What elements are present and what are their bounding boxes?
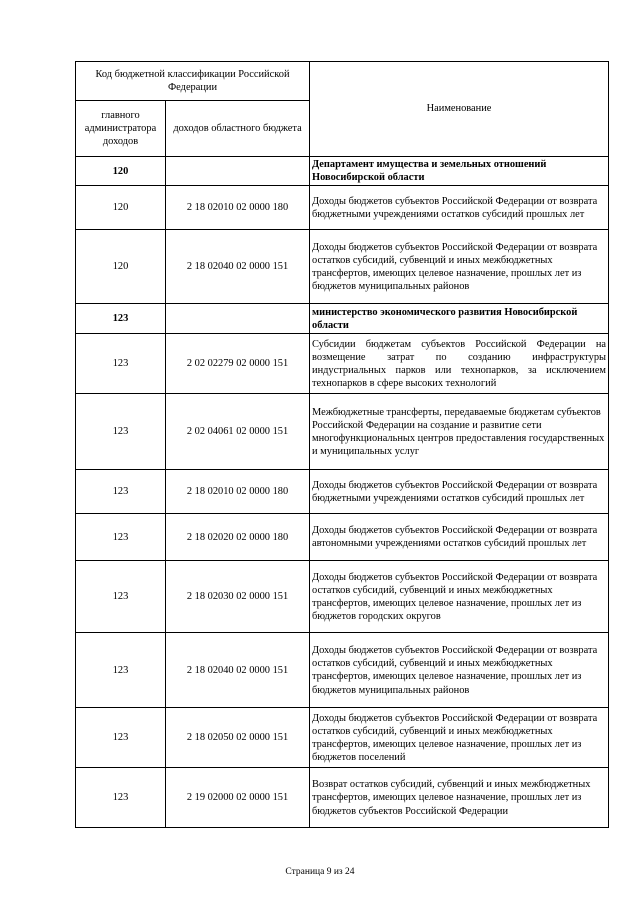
name-cell: Доходы бюджетов субъектов Российской Федерации от возврата бюджетными учреждениями остатков субсидий прошлых лет <box>310 186 609 230</box>
admin-code-cell: 120 <box>76 157 166 186</box>
name-cell: Доходы бюджетов субъектов Российской Федерации от возврата остатков субсидий, субвенций и иных межбюджетных трансфертов, имеющих целевое назначение, прошлых лет из бюджетов городских округов <box>310 561 609 633</box>
table-row <box>76 304 609 334</box>
page-number: Страница 9 из 24 <box>285 867 355 877</box>
income-code-cell: 2 18 02010 02 0000 180 <box>166 470 310 514</box>
table-row <box>76 394 609 470</box>
header-income-cell: доходов областного бюджета <box>166 101 310 157</box>
name-cell: Доходы бюджетов субъектов Российской Федерации от возврата бюджетными учреждениями остатков субсидий прошлых лет <box>310 470 609 514</box>
income-code-cell: 2 18 02040 02 0000 151 <box>166 230 310 304</box>
admin-code-cell: 123 <box>76 334 166 394</box>
income-code-cell: 2 18 02010 02 0000 180 <box>166 186 310 230</box>
income-code-cell <box>166 304 310 334</box>
name-cell: Доходы бюджетов субъектов Российской Федерации от возврата остатков субсидий, субвенций и иных межбюджетных трансфертов, имеющих целевое назначение, прошлых лет из бюджетов поселений <box>310 708 609 768</box>
table-row <box>76 470 609 514</box>
admin-code-cell: 123 <box>76 633 166 708</box>
header-admin-cell: главного администратора доходов <box>76 101 166 157</box>
name-cell: Субсидии бюджетам субъектов Российской Федерации на возмещение затрат по созданию инфраструктуры индустриальных парков или технопарков, за исключением технопарков в сфере высоких технологий <box>310 334 609 394</box>
income-code-cell: 2 18 02020 02 0000 180 <box>166 514 310 561</box>
admin-code-cell: 123 <box>76 394 166 470</box>
admin-code-cell: 123 <box>76 304 166 334</box>
header-group-cell: Код бюджетной классификации Российской Федерации <box>76 62 310 101</box>
table-row <box>76 768 609 828</box>
name-cell: Доходы бюджетов субъектов Российской Федерации от возврата автономными учреждениями остатков субсидий прошлых лет <box>310 514 609 561</box>
admin-code-cell: 123 <box>76 768 166 828</box>
table-row <box>76 561 609 633</box>
income-code-cell: 2 18 02030 02 0000 151 <box>166 561 310 633</box>
name-cell: Возврат остатков субсидий, субвенций и иных межбюджетных трансфертов, имеющих целевое назначение, прошлых лет из бюджетов субъектов Российской Федерации <box>310 768 609 828</box>
admin-code-cell: 120 <box>76 186 166 230</box>
table-row <box>76 157 609 186</box>
table-row <box>76 633 609 708</box>
admin-code-cell: 123 <box>76 708 166 768</box>
admin-code-cell: 123 <box>76 561 166 633</box>
income-code-cell: 2 02 02279 02 0000 151 <box>166 334 310 394</box>
name-cell: министерство экономического развития Новосибирской области <box>310 304 609 334</box>
name-cell: Доходы бюджетов субъектов Российской Федерации от возврата остатков субсидий, субвенций и иных межбюджетных трансфертов, имеющих целевое назначение, прошлых лет из бюджетов муниципальных районов <box>310 230 609 304</box>
admin-code-cell: 120 <box>76 230 166 304</box>
table-row <box>76 708 609 768</box>
name-cell: Департамент имущества и земельных отношений Новосибирской области <box>310 157 609 186</box>
budget-classification-table <box>75 61 609 828</box>
table-row <box>76 334 609 394</box>
income-code-cell: 2 19 02000 02 0000 151 <box>166 768 310 828</box>
income-code-cell: 2 18 02040 02 0000 151 <box>166 633 310 708</box>
name-cell: Доходы бюджетов субъектов Российской Федерации от возврата остатков субсидий, субвенций и иных межбюджетных трансфертов, имеющих целевое назначение, прошлых лет из бюджетов муниципальных районов <box>310 633 609 708</box>
table-row <box>76 186 609 230</box>
header-name-cell: Наименование <box>310 62 609 157</box>
admin-code-cell: 123 <box>76 470 166 514</box>
income-code-cell: 2 02 04061 02 0000 151 <box>166 394 310 470</box>
admin-code-cell: 123 <box>76 514 166 561</box>
income-code-cell: 2 18 02050 02 0000 151 <box>166 708 310 768</box>
name-cell: Межбюджетные трансферты, передаваемые бюджетам субъектов Российской Федерации на создание и развитие сети многофункциональных центров предоставления государственных и муниципальных услуг <box>310 394 609 470</box>
income-code-cell <box>166 157 310 186</box>
table-row <box>76 514 609 561</box>
table-row <box>76 230 609 304</box>
header-row-group <box>76 62 609 101</box>
